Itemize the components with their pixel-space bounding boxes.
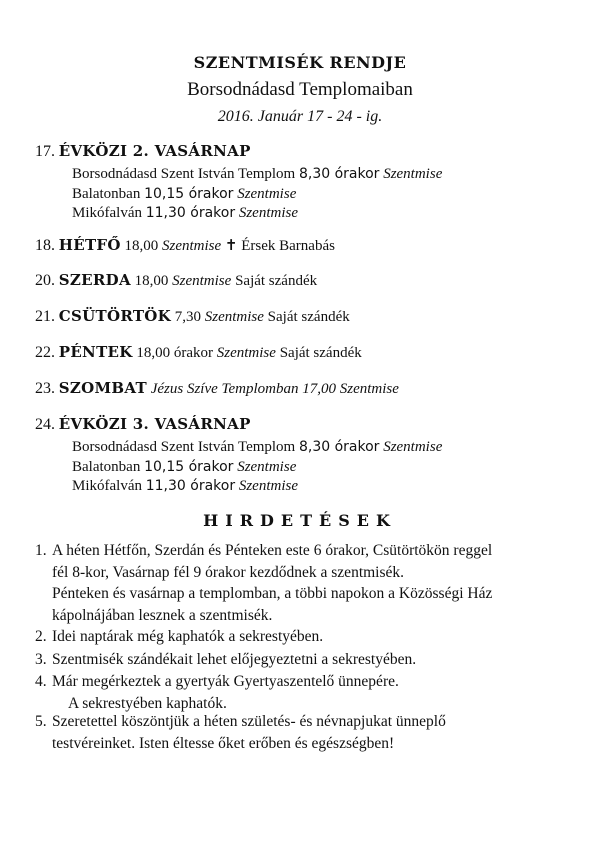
- announcement-text: A sekrestyében kaphatók.: [68, 694, 227, 712]
- announcement-text: Már megérkeztek a gyertyák Gyertyaszentelő ünnepére.: [52, 673, 399, 690]
- announcement-text: Szeretettel köszöntjük a héten születés- és névnapjukat ünneplő: [52, 713, 446, 730]
- day-name: CSÜTÖRTÖK: [58, 307, 171, 325]
- announcements-title: HIRDETÉSEK: [203, 511, 397, 530]
- schedule-day: [35, 414, 251, 435]
- mass-detail: 8,30 órakor: [298, 166, 380, 182]
- mass-detail: Mikófalván: [72, 478, 146, 494]
- mass-location-line: [72, 184, 296, 204]
- mass-detail: 11,30 órakor: [145, 205, 236, 221]
- page-title: SZENTMISÉK RENDJE: [193, 53, 407, 72]
- mass-detail: Balatonban: [72, 458, 145, 475]
- day-number: 20.: [35, 272, 55, 289]
- day-number: 23.: [35, 380, 55, 397]
- mass-detail: Borsodnádasd Szent István Templom: [72, 166, 299, 182]
- day-name: ÉVKÖZI 3. VASÁRNAP: [58, 415, 251, 433]
- day-detail: Szentmise: [216, 345, 276, 361]
- day-number: 22.: [35, 344, 55, 361]
- announcement-number: 2.: [35, 628, 47, 645]
- mass-location-line: [72, 164, 442, 184]
- day-number: 17.: [35, 143, 55, 160]
- day-detail: Jézus Szíve Templomban 17,00 Szentmise: [146, 381, 399, 397]
- mass-detail: Balatonban: [72, 185, 145, 202]
- mass-detail: Szentmise: [233, 185, 297, 202]
- day-name: SZERDA: [58, 271, 131, 289]
- day-detail: Szentmise: [172, 273, 232, 289]
- mass-detail: 8,30 órakor: [298, 439, 380, 455]
- announcement-number: 3.: [35, 651, 47, 668]
- schedule-day: [35, 141, 251, 162]
- announcement-number: 4.: [35, 673, 47, 690]
- day-detail: ✝ Érsek Barnabás: [221, 238, 335, 254]
- mass-detail: Borsodnádasd Szent István Templom: [72, 439, 299, 455]
- mass-detail: Mikófalván: [72, 205, 146, 221]
- day-detail: 18,00: [120, 238, 162, 254]
- schedule-day: [35, 378, 399, 399]
- mass-location-line: [72, 203, 298, 223]
- mass-detail: 10,15 órakor: [144, 458, 234, 475]
- date-range: 2016. Január 17 - 24 - ig.: [217, 108, 383, 125]
- day-detail: 18,00: [130, 273, 173, 289]
- schedule-day: [35, 306, 350, 327]
- announcement-text: A héten Hétfőn, Szerdán és Pénteken este 6 órakor, Csütörtökön reggel: [52, 542, 493, 559]
- day-number: 21.: [35, 308, 55, 325]
- day-name: ÉVKÖZI 2. VASÁRNAP: [58, 142, 251, 160]
- announcement-number: 5.: [35, 713, 47, 730]
- announcement-text: Pénteken és vasárnap a templomban, a többi napokon a Közösségi Ház: [52, 585, 493, 602]
- day-detail: Saját szándék: [231, 273, 318, 289]
- mass-location-line: [72, 457, 296, 477]
- day-detail: 7,30: [171, 309, 205, 325]
- day-number: 24.: [35, 416, 55, 433]
- announcement-text: fél 8-kor, Vasárnap fél 9 órakor kezdődnek a szentmisék.: [52, 563, 405, 581]
- mass-detail: Szentmise: [235, 205, 299, 221]
- mass-detail: 11,30 órakor: [145, 478, 236, 494]
- announcement-number: 1.: [35, 542, 47, 559]
- announcement-text: kápolnájában lesznek a szentmisék.: [52, 606, 273, 624]
- mass-detail: Szentmise: [235, 478, 299, 494]
- day-detail: Saját szándék: [275, 345, 362, 361]
- page-subtitle: Borsodnádasd Templomaiban: [187, 79, 413, 100]
- day-name: SZOMBAT: [58, 379, 147, 397]
- announcement-text: testvéreinket. Isten éltesse őket erőben és egészségben!: [52, 734, 395, 752]
- mass-location-line: [72, 437, 442, 457]
- day-detail: Szentmise: [161, 238, 222, 254]
- day-detail: Szentmise: [204, 309, 264, 325]
- schedule-day: [35, 235, 335, 256]
- day-name: PÉNTEK: [58, 343, 133, 361]
- day-detail: 18,00 órakor: [132, 345, 217, 361]
- day-number: 18.: [35, 237, 55, 254]
- mass-detail: Szentmise: [379, 166, 443, 182]
- day-detail: Saját szándék: [263, 309, 350, 325]
- schedule-day: [35, 270, 317, 291]
- mass-location-line: [72, 476, 298, 496]
- mass-detail: Szentmise: [379, 439, 443, 455]
- announcement-text: Szentmisék szándékait lehet előjegyeztetni a sekrestyében.: [52, 651, 417, 668]
- mass-detail: Szentmise: [233, 458, 297, 475]
- announcement-text: Idei naptárak még kaphatók a sekrestyében.: [52, 628, 324, 645]
- schedule-day: [35, 342, 362, 363]
- mass-detail: 10,15 órakor: [144, 185, 234, 202]
- day-name: HÉTFŐ: [58, 236, 121, 254]
